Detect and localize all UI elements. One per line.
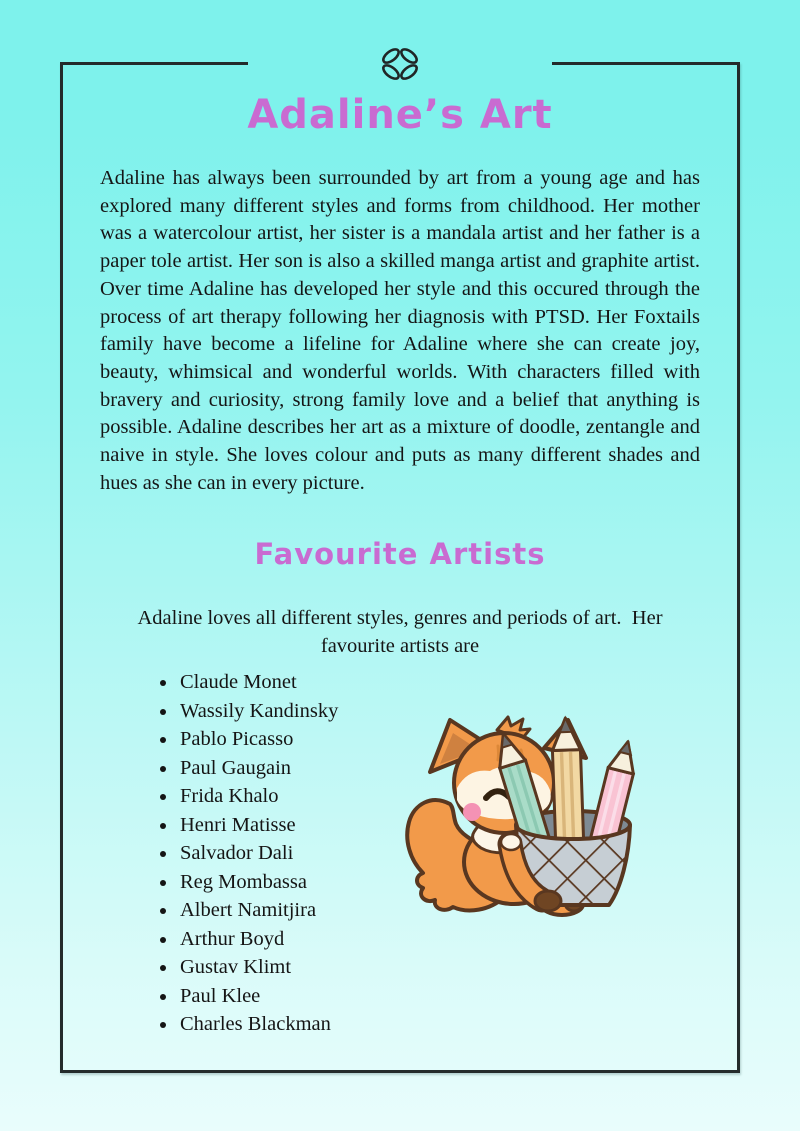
pencil-cream xyxy=(551,718,584,856)
list-item: • Albert Namitjira xyxy=(178,897,700,925)
list-item: • Charles Blackman xyxy=(178,1011,700,1039)
list-item: • Arthur Boyd xyxy=(178,926,700,954)
fox-with-pencil-cup-illustration xyxy=(402,712,642,918)
list-item: • Pablo Picasso xyxy=(178,726,700,754)
list-item: • Salvador Dali xyxy=(178,840,700,868)
list-item: • Frida Khalo xyxy=(178,783,700,811)
list-item: • Paul Gaugain xyxy=(178,755,700,783)
page-title: Adaline’s Art xyxy=(247,92,553,138)
list-item: • Reg Mombassa xyxy=(178,869,700,897)
about-paragraph: Adaline has always been surrounded by art from a young age and has explored many different styles and forms from childhood. Her mother was a watercolour artist, her sister is a mandala artist and her father is a paper tole artist. Her son is also a skilled manga artist and graphite artist. Over time Adaline has developed her style and this occured through the process of art therapy following her diagnosis with PTSD. Her Foxtails family have become a lifeline for Adaline where she can create joy, beauty, whimsical and wonderful worlds. With characters filled with bravery and curiosity, strong family love and a belief that anything is possible. Adaline describes her art as a mixture of doodle, zentangle and naive in style. She loves colour and puts as many different shades and hues as she can in every picture. xyxy=(100,167,700,494)
fox-blush xyxy=(463,803,481,821)
fox-paw xyxy=(535,891,561,911)
list-item: • Paul Klee xyxy=(178,983,700,1011)
favourite-artists-heading: Favourite Artists xyxy=(254,537,546,572)
artists-intro-text: Adaline loves all different styles, genres and periods of art. Her favourite artists are xyxy=(137,607,668,657)
list-item: • Wassily Kandinsky xyxy=(178,698,700,726)
page-content xyxy=(60,62,740,1073)
list-item: • Henri Matisse xyxy=(178,812,700,840)
list-item: • Gustav Klimt xyxy=(178,954,700,982)
list-item: • Claude Monet xyxy=(178,669,700,697)
